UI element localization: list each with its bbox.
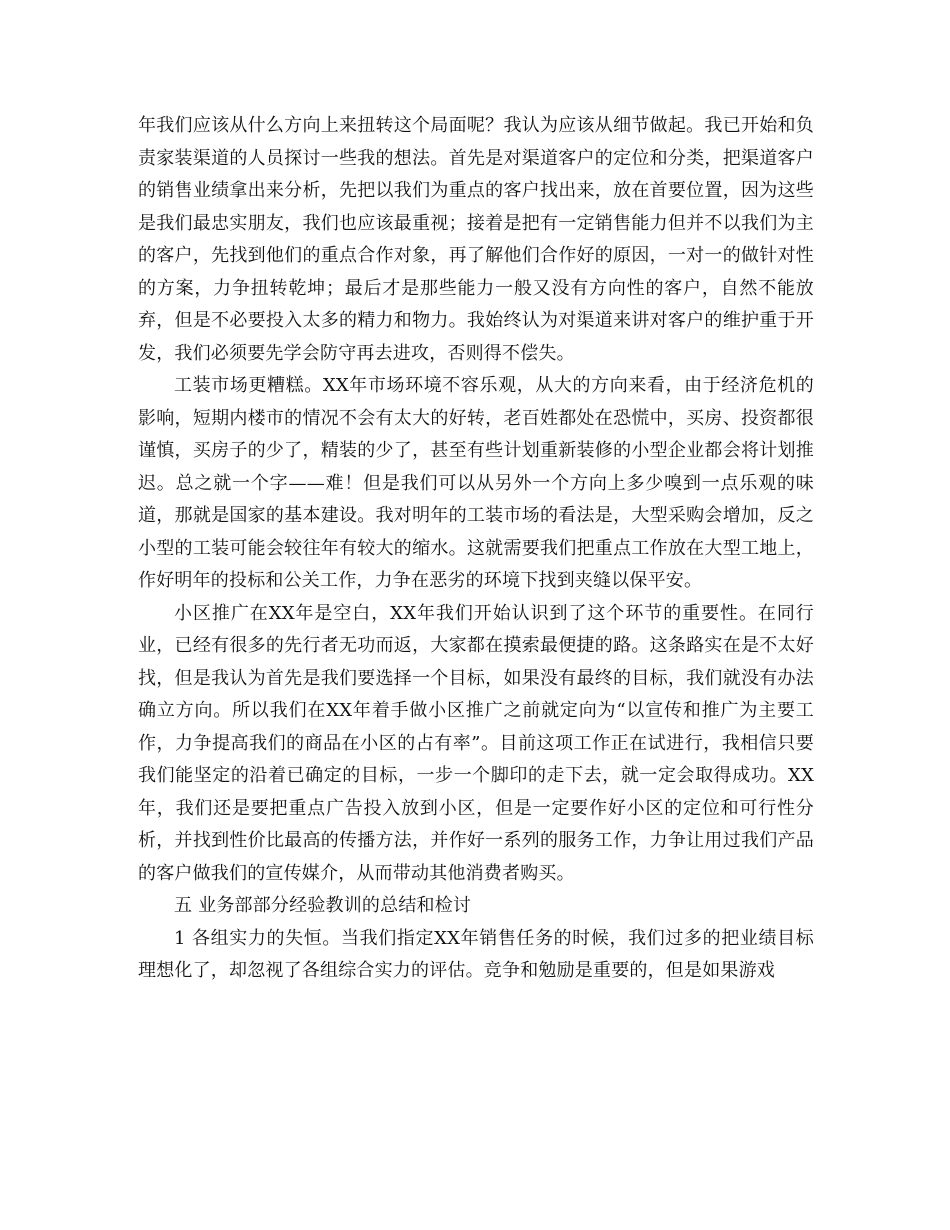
document-body <box>138 110 814 988</box>
section-heading-lessons: 五 业务部部分经验教训的总结和检讨 <box>174 895 472 916</box>
paragraph-community-promotion: 小区推广在XX年是空白，XX年我们开始认识到了这个环节的重要性。在同行业，已经有很多的先行者无功而返，大家都在摸索最便捷的路。这条路实在是不太好找，但是我认为首先是我们要选择一个目标，如果没有最终的目标，我们就没有办法确立方向。所以我们在XX年着手做小区推广之前就定向为“以宣传和推广为主要工作，力争提高我们的商品在小区的占有率”。目前这项工作正在试进行，我相信只要我们能坚定的沿着已确定的目标，一步一个脚印的走下去，就一定会取得成功。XX年，我们还是要把重点广告投入放到小区，但是一定要作好小区的定位和可行性分析，并找到性价比最高的传播方法，并作好一系列的服务工作，力争让用过我们产品的客户做我们的宣传媒介，从而带动其他消费者购买。 <box>138 602 814 884</box>
paragraph-channel-customers: 年我们应该从什么方向上来扭转这个局面呢？我认为应该从细节做起。我已开始和负责家装渠道的人员探讨一些我的想法。首先是对渠道客户的定位和分类，把渠道客户的销售业绩拿出来分析，先把以我们为重点的客户找出来，放在首要位置，因为这些是我们最忠实朋友，我们也应该最重视；接着是把有一定销售能力但并不以我们为主的客户，先找到他们的重点合作对象，再了解他们合作好的原因，一对一的做针对性的方案，力争扭转乾坤；最后才是那些能力一般又没有方向性的客户，自然不能放弃，但是不必要投入太多的精力和物力。我始终认为对渠道来讲对客户的维护重于开发，我们必须要先学会防守再去进攻，否则得不偿失。 <box>138 115 814 364</box>
paragraph-engineering-market: 工装市场更糟糕。XX年市场环境不容乐观，从大的方向来看，由于经济危机的影响，短期内楼市的情况不会有太大的好转，老百姓都处在恐慌中，买房、投资都很谨慎，买房子的少了，精装的少了，甚至有些计划重新装修的小型企业都会将计划推迟。总之就一个字——难！但是我们可以从另外一个方向上多少嗅到一点乐观的味道，那就是国家的基本建设。我对明年的工装市场的看法是，大型采购会增加，反之小型的工装可能会较往年有较大的缩水。这就需要我们把重点工作放在大型工地上，作好明年的投标和公关工作，力争在恶劣的环境下找到夹缝以保平安。 <box>138 375 814 591</box>
paragraph-team-strength: 1 各组实力的失恒。当我们指定XX年销售任务的时候，我们过多的把业绩目标理想化了，却忽视了各组综合实力的评估。竞争和勉励是重要的，但是如果游戏 <box>138 927 814 981</box>
